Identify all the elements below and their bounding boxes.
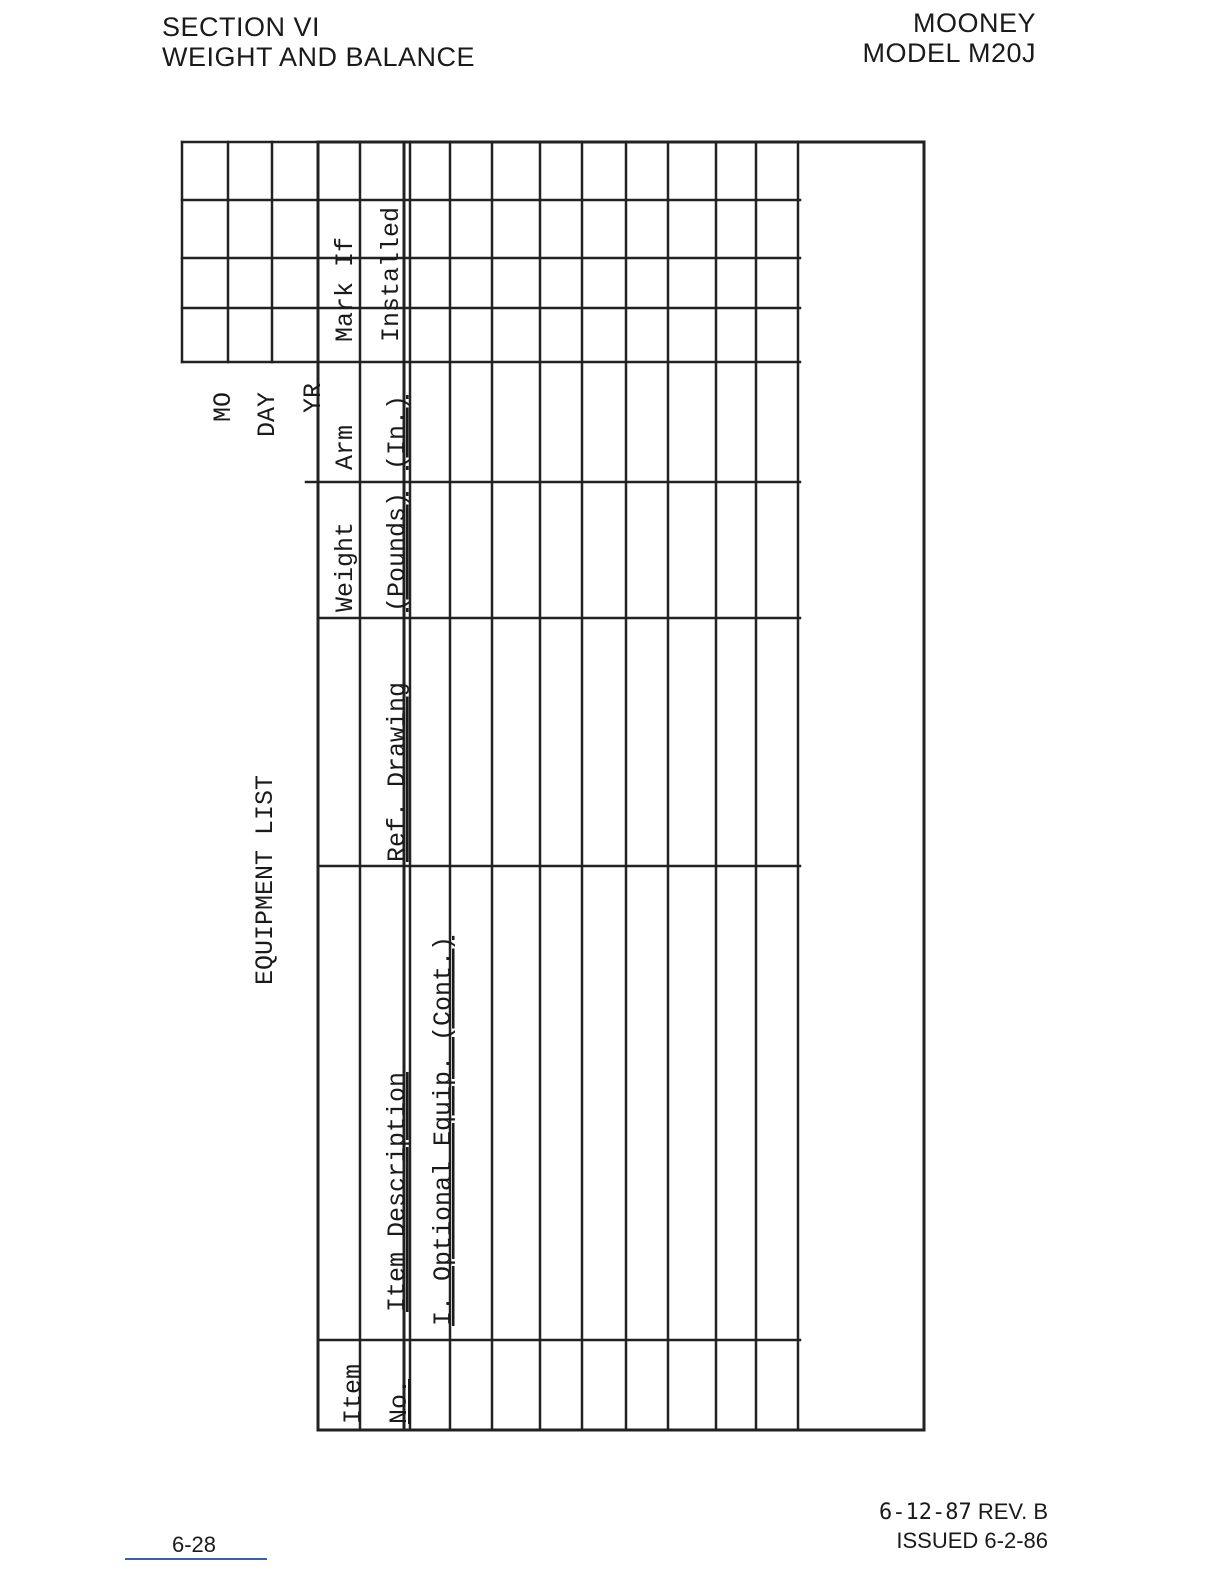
- col-mark-line2: Installed: [377, 206, 406, 342]
- model-name: MODEL M20J: [862, 38, 1036, 68]
- date-label-yr: YR: [299, 382, 328, 413]
- manufacturer-name: MOONEY: [912, 8, 1036, 38]
- revision-label: REV. B: [977, 1499, 1048, 1524]
- col-weight-line2: (Pounds): [383, 491, 412, 612]
- date-label-day: DAY: [253, 391, 282, 437]
- col-ref-drawing: Ref. Drawing: [383, 681, 412, 862]
- col-weight-line1: Weight: [331, 521, 360, 612]
- page-number: 6-28: [172, 1532, 217, 1557]
- date-label-mo: MO: [209, 391, 238, 422]
- issued-date: ISSUED 6-2-86: [896, 1528, 1048, 1553]
- form-title: EQUIPMENT LIST: [251, 774, 280, 985]
- form-grid: [182, 142, 924, 1430]
- col-arm-line2: (In.): [383, 394, 412, 470]
- first-entry-text: I. Optional Equip. (Cont.): [429, 935, 458, 1326]
- col-item-no-line1: Item: [339, 1363, 368, 1424]
- revision-date: 6-12-87: [879, 1500, 972, 1525]
- col-mark-line1: Mark If: [331, 236, 360, 342]
- col-item-no-line2: No.: [385, 1378, 414, 1424]
- revision-block: [879, 1498, 1048, 1555]
- col-description: Item Description: [383, 1071, 412, 1312]
- page-number-rule: [125, 1558, 267, 1560]
- section-title: WEIGHT AND BALANCE: [162, 42, 476, 72]
- col-arm-line1: Arm: [331, 424, 360, 470]
- section-number: SECTION VI: [162, 12, 321, 42]
